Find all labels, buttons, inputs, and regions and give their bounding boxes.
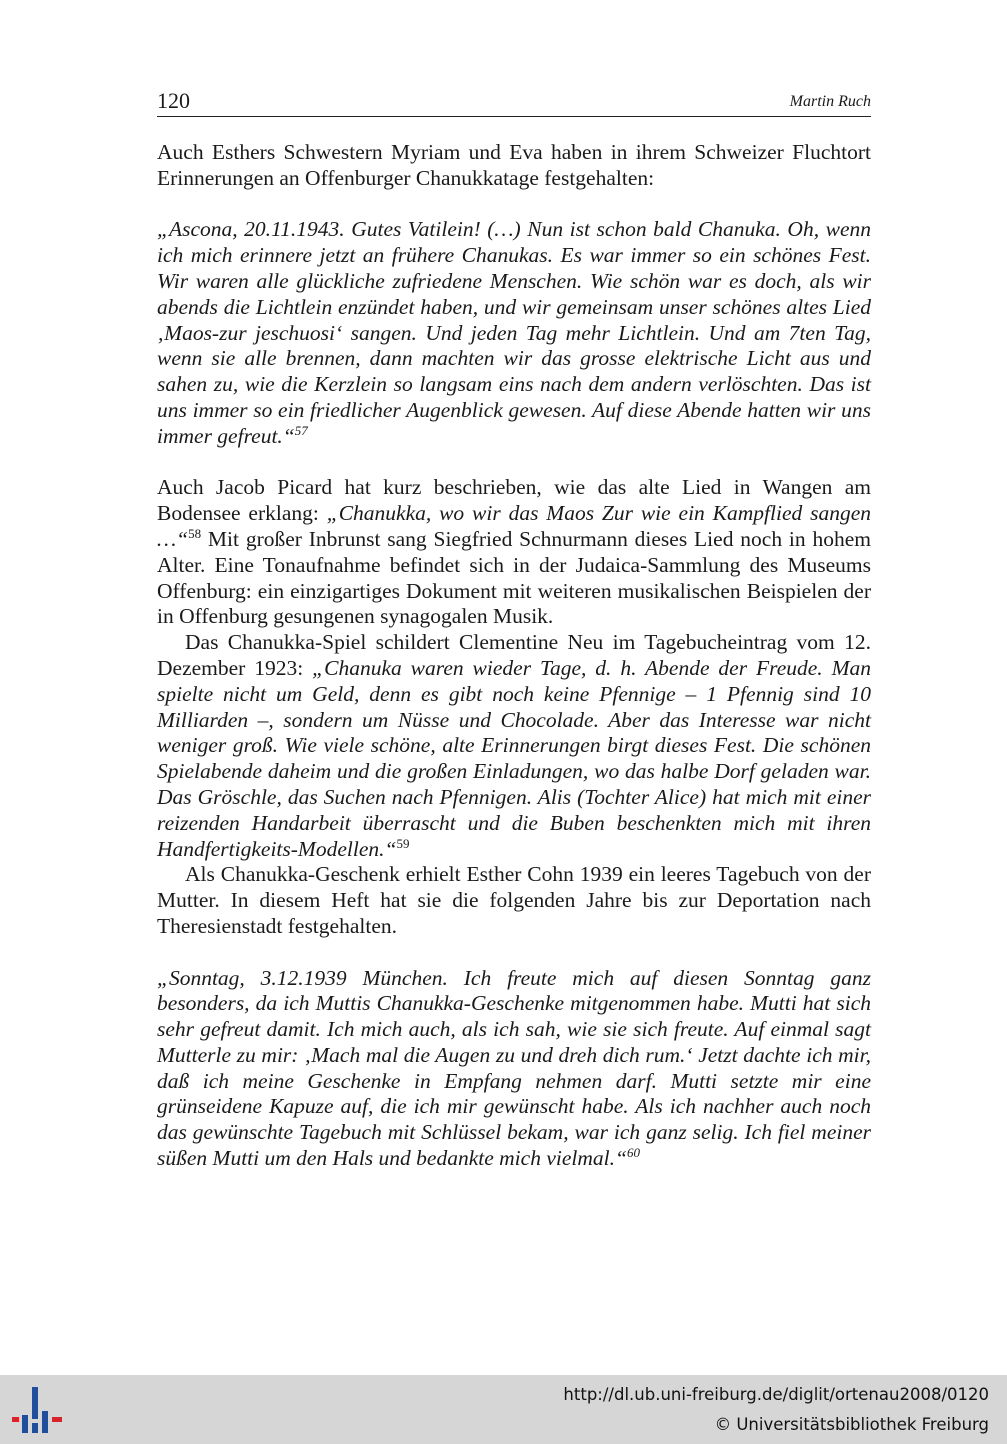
running-head-author: Martin Ruch bbox=[789, 93, 871, 110]
body-text bbox=[157, 140, 871, 1172]
footnote-ref-57[interactable]: 57 bbox=[294, 422, 308, 438]
paragraph-chanukka-spiel-quote: „Chanuka waren wieder Tage, d. h. Abende der Freude. Man spielte nicht um Geld, denn es gibt noch keine Pfennige – 1 Pfennig sind 10 Milliarden –, sondern um Nüsse und Chocolade. Aber das Interesse war nicht weniger groß. Wie viele schöne, alte Erinnerungen birgt dieses Fest. Die schönen Spielabende daheim und die großen Einladungen, wo das halbe Dorf geladen war. Das Gröschle, das Suchen nach Pfennigen. Alis (Tochter Alice) hat mich mit einer reizenden Handarbeit überrascht und die Buben beschenkten mich mit ihren Handfertigkeits-Modellen.“ bbox=[157, 655, 871, 861]
footnote-ref-58[interactable]: 58 bbox=[188, 525, 202, 541]
quote-ascona-text: „Ascona, 20.11.1943. Gutes Vatilein! (…) Nun ist schon bald Chanuka. Oh, wenn ich mich erinnere jetzt an frühere Chanukas. Es war immer so ein schönes Fest. Wir waren alle glückliche zufriedene Menschen. Wie schön war es doch, als wir abends die Lichtlein enzündet haben, und wir gemeinsam unser schönes altes Lied ‚Maos-zur jeschuosi‘ sangen. Und jeden Tag mehr Lichtlein. Und am 7ten Tag, wenn sie alle brennen, dann machten wir das grosse elektrische Licht aus und sahen zu, wie die Kerzlein so langsam eins nach dem andern verlöschten. Das ist uns immer so ein friedlicher Augenblick gewesen. Auf diese Abende hatten wir uns immer gefreut.“ bbox=[157, 217, 871, 448]
paragraph-chanukka-spiel-text: Das Chanukka-Spiel schildert Clementine Neu im Tagebucheintrag vom 12. Dezember 1923: bbox=[157, 630, 871, 680]
paragraph-picard-text-a: Auch Jacob Picard hat kurz beschrieben, wie das alte Lied in Wangen am Bodensee erklang: bbox=[157, 475, 871, 526]
paragraph-picard bbox=[157, 475, 871, 630]
quote-ascona bbox=[157, 217, 871, 449]
source-url-link[interactable]: http://dl.ub.uni-freiburg.de/diglit/ortenau2008/0120 bbox=[563, 1385, 989, 1404]
paragraph-intro-text: Auch Esthers Schwestern Myriam und Eva haben in ihrem Schweizer Fluchtort Erinnerungen an Offenburger Chanukkatage festgehalten: bbox=[157, 140, 871, 190]
paragraph-picard-text-b: Mit großer Inbrunst sang Siegfried Schnurmann dieses Lied noch in hohem Alter. Eine Tonaufnahme befindet sich in der Judaica-Sammlung des Museums Offenburg: ein einzigartiges Dokument mit weiteren musikalischen Beispielen der in Offenburg gesungenen synagogalen Musik. bbox=[157, 526, 871, 629]
page-header bbox=[157, 88, 871, 117]
quote-muenchen-text: „Sonntag, 3.12.1939 München. Ich freute mich auf diesen Sonntag ganz besonders, da ich Muttis Chanukka-Geschenke mitgenommen habe. Mutti hat sich sehr gefreut damit. Ich mich auch, als ich sah, wie sie sich freute. Auf einmal sagt Mutterle zu mir: ‚Mach mal die Augen zu und dreh dich rum.‘ Jetzt dachte ich mir, daß ich meine Geschenke in Empfang nehmen darf. Mutti setzte mir eine grünseidene Kapuze auf, die ich mir gewünscht habe. Als ich nachher auch noch das gewünschte Tagebuch mit Schlüssel bekam, war ich ganz selig. Ich fiel meiner süßen Mutti um den Hals und bedankte mich vielmal.“ bbox=[157, 965, 871, 1171]
quote-muenchen bbox=[157, 966, 871, 1172]
footnote-ref-60[interactable]: 60 bbox=[626, 1145, 640, 1161]
footer-bar bbox=[0, 1375, 1007, 1444]
library-logo-icon bbox=[12, 1385, 64, 1435]
paragraph-tagebuch bbox=[157, 862, 871, 939]
paragraph-intro bbox=[157, 140, 871, 192]
footnote-ref-59[interactable]: 59 bbox=[396, 835, 410, 851]
page-number: 120 bbox=[157, 88, 190, 113]
paragraph-tagebuch-text: Als Chanukka-Geschenk erhielt Esther Cohn 1939 ein leeres Tagebuch von der Mutter. In diesem Heft hat sie die folgenden Jahre bis zur Deportation nach Theresienstadt festgehalten. bbox=[157, 862, 871, 938]
paragraph-chanukka-spiel bbox=[157, 630, 871, 862]
paragraph-picard-quote: „Chanukka, wo wir das Maos Zur wie ein Kampflied sangen …“ bbox=[157, 501, 872, 551]
copyright-notice: © Universitätsbibliothek Freiburg bbox=[714, 1415, 989, 1434]
